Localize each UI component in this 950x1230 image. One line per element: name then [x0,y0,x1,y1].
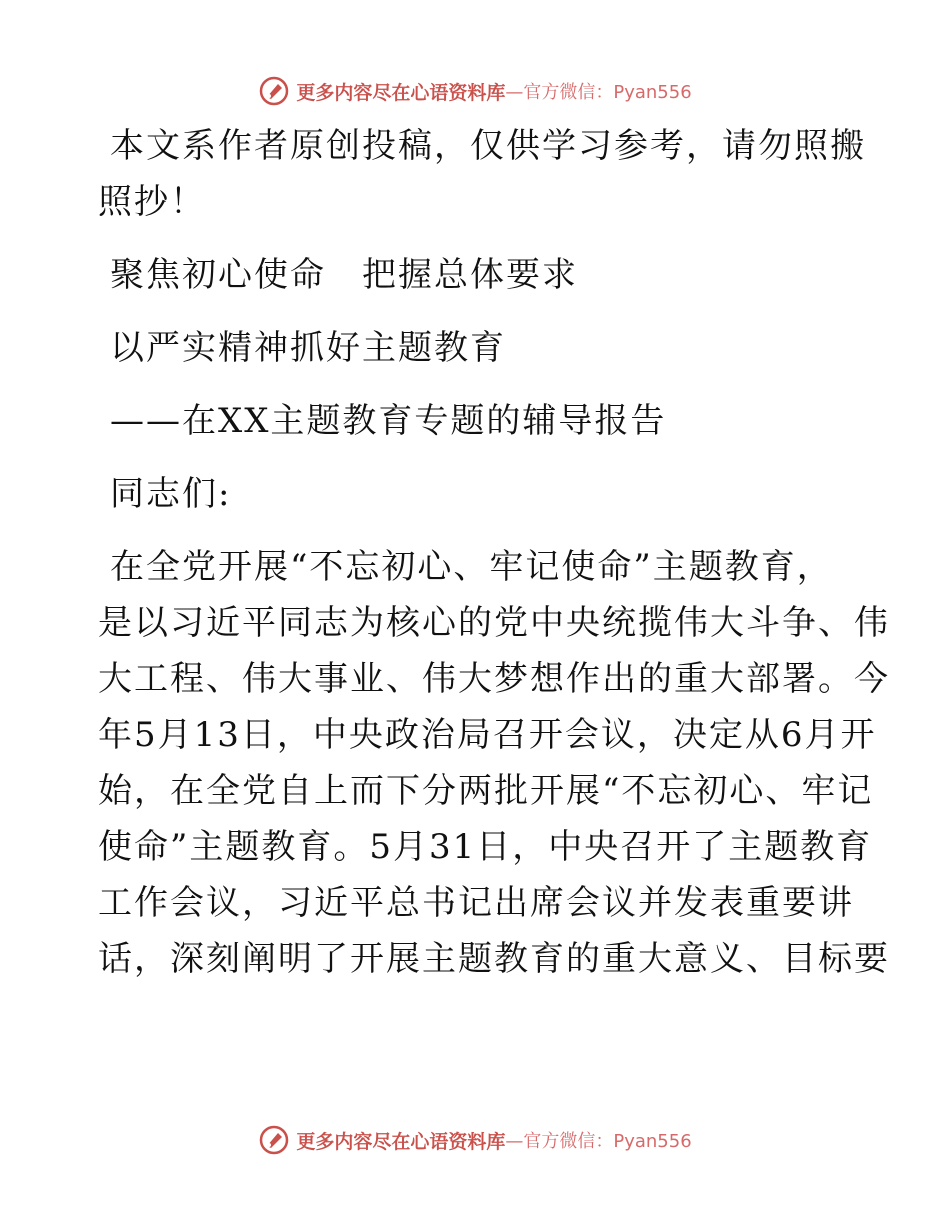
pen-nib-circle-icon [258,75,290,107]
notice-line-1: 本文系作者原创投稿，仅供学习参考，请勿照搬 [110,126,866,166]
watermark-contact: —官方微信：Pyan556 [505,1131,692,1152]
title-line-1: 聚焦初心使命 把握总体要求 [110,255,578,295]
pen-nib-circle-icon [258,1124,290,1156]
subtitle: ——在XX主题教育专题的辅导报告 [110,401,667,441]
header-watermark [0,71,950,111]
footer-watermark [0,1120,950,1160]
body-line: 年5月13日，中央政治局召开会议，决定从6月开 [98,715,877,755]
document-body [98,118,890,987]
salutation: 同志们: [110,474,232,514]
body-line: 在全党开展“不忘初心、牢记使命”主题教育， [110,547,833,587]
body-line: 是以习近平同志为核心的党中央统揽伟大斗争、伟 [98,603,890,643]
body-line: 工作会议，习近平总书记出席会议并发表重要讲 [98,883,854,923]
watermark-contact: —官方微信：Pyan556 [505,82,692,103]
watermark-brand: 更多内容尽在心语资料库 [296,81,506,104]
watermark-brand: 更多内容尽在心语资料库 [296,1130,506,1153]
notice-line-2: 照抄！ [98,182,206,222]
title-line-2: 以严实精神抓好主题教育 [110,328,506,368]
body-line: 话，深刻阐明了开展主题教育的重大意义、目标要 [98,939,890,979]
body-line: 始，在全党自上而下分两批开展“不忘初心、牢记 [98,771,874,811]
body-line: 使命”主题教育。5月31日，中央召开了主题教育 [98,827,873,867]
body-line: 大工程、伟大事业、伟大梦想作出的重大部署。今 [98,659,890,699]
